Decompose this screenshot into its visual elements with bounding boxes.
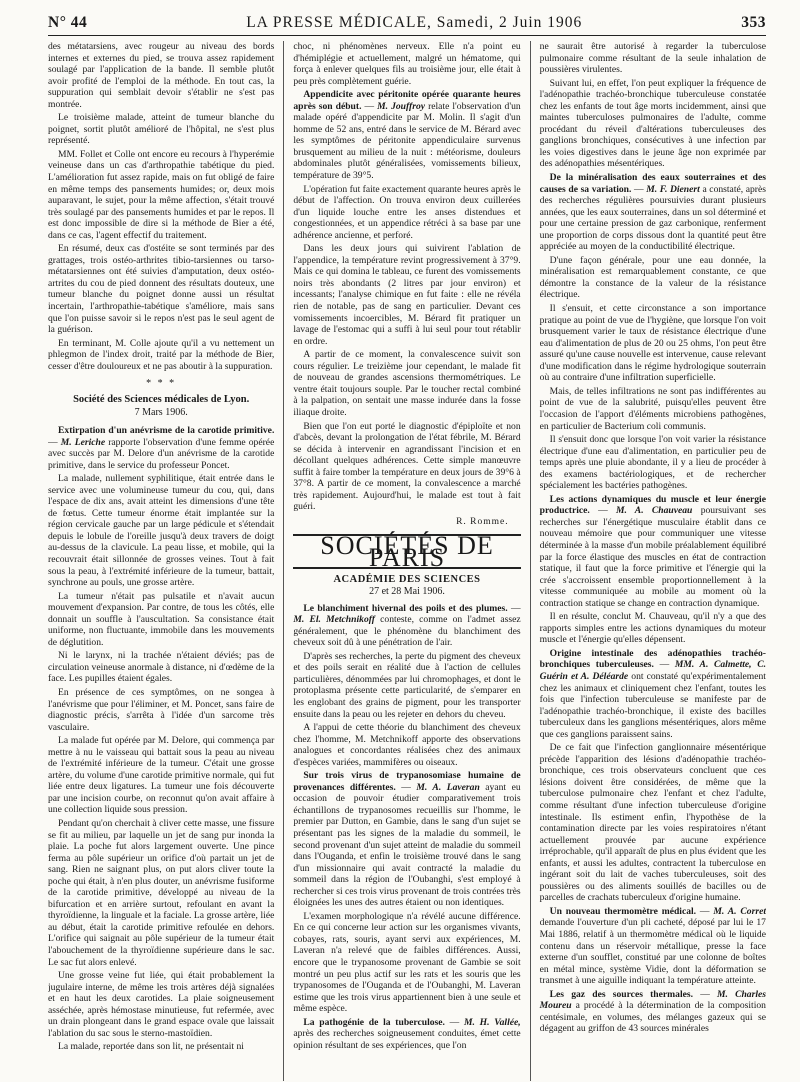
paragraph-text: conteste, comme on l'admet assez généralement, que le phénomène du blanchiment des cheveux soit dû à une pénétration de l'air. [293, 614, 521, 649]
paragraph-text: ont constaté qu'expérimentalement chez les animaux et cliniquement chez l'enfant, toutes les fois que l'infection tuberculeuse se manifeste par de l'adénopathie trachéo-bronchique, il existe des bacilles tuberculeux dans les ganglions mésentériques, alors même que ces ganglions paraissent sains. [539, 670, 766, 740]
author-name: M. Charles Moureu [539, 988, 766, 1012]
paragraph: De ce fait que l'infection ganglionnaire mésentérique précède l'apparition des lésions d'adénopathie trachéo-bronchique, ces trois observateurs concluent que ces lésions doivent être considérées, de même que la tuberculose pulmonaire chez l'enfant et chez l'adulte, comme résultant d'une infection tuberculeuse d'origine intestinale. Ils estiment enfin, l'hypothèse de la contamination directe par les voies respiratoires n'étant actuellement prouvée par aucune expérience irréprochable, qu'il apparaît de plus en plus évident que les enfants, et aussi les adultes, contractent la tuberculose en ingérant soit du lait de vaches tuberculeuses, soit des poussières ou des aliments souillés de bacilles ou de parcelles de crachats tuberculeux d'origine humaine. [539, 742, 766, 904]
article-heading: De la minéralisation des eaux souterraines et des causes de sa variation. [539, 172, 766, 195]
society-heading: Société des Sciences médicales de Lyon. [73, 393, 250, 405]
author-name: M. A. Laveran [416, 781, 480, 793]
academy-date: 27 et 28 Mai 1906. [369, 586, 445, 598]
paragraph: En terminant, M. Colle ajoute qu'il a vu nettement un phlegmon de l'index droit, traité par la méthode de Bier, cesser d'être douloureux et ne pas aboutir à la suppuration. [48, 337, 275, 372]
paragraph: L'opération fut faite exactement quarante heures après le début de l'affection. On trouva environ deux cuillerées d'un liquide louche entre les anses distendues et congestionnées, et un appendice rétréci à sa base par une adhérence ancienne, et perforé. [293, 183, 521, 241]
paragraph: Il s'ensuit, et cette circonstance a son importance pratique au point de vue de l'hygiène, que lorsque l'on voit brusquement varier le taux de résistance électrique d'une eau d'alimentation de plus de 20 ou 25 ohms, l'on peut être assuré qu'une cause nouvelle est intervenue, cause relevant d'une modification dans le régime hydrologique souterrain où au contraire d'une infiltration superficielle. [539, 303, 766, 384]
paragraph: D'après ses recherches, la perte du pigment des cheveux et des poils serait en réalité due à l'action de cellules particulières, dénommées par lui chromophages, et dont le protoplasma présente cette particularité, de s'emparer en les englobant des grains de pigment, pour les transporter ensuite dans la peau ou les rejeter en dehors du cheveu. [293, 650, 521, 720]
paragraph: Il s'ensuit donc que lorsque l'on voit varier la résistance électrique d'une eau d'alimentation, en particulier peu de temps après une pluie abondante, il y a lieu de procéder à des examens bactériologiques, et de rechercher spécialement les bactéries pathogènes. [539, 434, 766, 492]
paragraph: Suivant lui, en effet, l'on peut expliquer la fréquence de l'adénopathie trachéo-bronchique tuberculeuse constatée chez les enfants de tout âge morts incidemment, ainsi que maintes tuberculoses pulmonaires de l'adulte, comme procédant du réveil d'altérations tuberculeuses des ganglions bronchiques, consécutives à une infection par les voies digestives dans le jeune âge non exprimée par des adénopathies mésentériques. [539, 77, 766, 170]
paragraph-text: rapporte l'observation d'une femme opérée avec succès par M. Delore d'un anévrisme de la carotide primitive, dans le service du professeur Poncet. [48, 436, 275, 471]
article-paragraph: Les gaz des sources thermales. — M. Charles Moureu a procédé à la détermination de la composition centésimale, en volumes, des mélanges gazeux qui se dégagent au griffon de 43 sources minérales [539, 988, 766, 1035]
article-paragraph: La pathogénie de la tuberculose. — M. H. Vallée, après des recherches soigneusement conduites, émet cette opinion résultant de ses expériences, que l'on [293, 1016, 521, 1051]
paragraph-text: a constaté, après des recherches régulières poursuivies durant plusieurs années, que les eaux souterraines, dans un sol déterminé et pour une certaine pression de gaz carbonique, renferment une proportion de corps dissous dont la quantité peut être appréciée au moyen de la conductibilité électrique. [539, 183, 766, 253]
paragraph: Une grosse veine fut liée, qui était probablement la jugulaire interne, de même les trois artères déjà signalées et en haut les deux carotides. La plaie soigneusement asséchée, après hémostase minutieuse, fut refermée, avec un drain plongeant dans le grand espace ovale que laissait l'ablation du sac sous le sterno-mastoïdien. [48, 970, 275, 1039]
paragraph: A partir de ce moment, la convalescence suivit son cours régulier. Le treizième jour cependant, le malade fit de nouveau de grandes ascensions thermométriques. Le ventre était toujours souple. Par le toucher rectal combiné à la palpation, on sentait une masse indurée dans la fosse iliaque droite. [293, 349, 521, 418]
paragraph: Dans les deux jours qui suivirent l'ablation de l'appendice, la température revint progressivement à 37°9. Mais ce qui domina le tableau, ce furent des vomissements noirs très abondants (2 litres par jour environ) et incessants; l'analyse chimique en fut faite : elle ne révéla rien de notable, pas de sang en particulier. Devant ces vomissements incoercibles, M. Bérard fit pratiquer un lavage de l'estomac qui a suffi à lui seul pour tout rétablir en ordre. [293, 243, 521, 347]
article-heading: Les actions dynamiques du muscle et leur énergie productrice. [539, 493, 766, 517]
issue-number: N° 44 [48, 14, 88, 31]
paragraph: choc, ni phénomènes nerveux. Elle n'a point eu d'hémiplégie et actuellement, malgré un hématome, qui força à enlever quelques fils au troisième jour, elle était à peu près complètement guérie. [293, 41, 521, 87]
article-paragraph: Un nouveau thermomètre médical. — M. A. Corret demande l'ouverture d'un pli cacheté, déposé par lui le 17 Mai 1886, relatif à un thermomètre médical où le liquide contenu dans un réservoir métallique, presse la face externe d'un soufflet, constitué par une colonne de boîtes en métal mince, système Vidie, dont la déformation se transmet à une aiguille indiquant la température atteinte. [539, 905, 766, 987]
paragraph: La malade, nullement syphilitique, était entrée dans le service avec une volumineuse tumeur du cou, qui, dans l'espace de dix ans, avait atteint les dimensions d'une tête de fœtus. Cette tumeur énorme était implantée sur la région cervicale gauche par un large pédicule et s'étendait depuis le lobule de l'oreille jusqu'à deux travers de doigt au-dessus de la clavicule. La peau lisse, et mobile, qui la recouvrait était sillonnée de grosses veines. Tout à fait sous la peau, à l'extrémité inférieure de la tumeur, battait, synchrone au pouls, une grosse artère. [48, 473, 275, 589]
paragraph-text: après des recherches soigneusement conduites, émet cette opinion résultant de ses expériences, que l'on [293, 1028, 521, 1051]
academy-heading: ACADÉMIE DES SCIENCES [333, 573, 481, 585]
paragraph: En présence de ces symptômes, on ne songea à l'anévrisme que pour l'éliminer, et M. Poncet, sans faire de diagnostic précis, s'arrêta à l'idée d'un sarcome très vasculaire. [48, 686, 275, 733]
paragraph: Il en résulte, conclut M. Chauveau, qu'il n'y a que des rapports simples entre les actions dynamiques du moteur muscle et l'énergie qu'elles dépensent. [539, 611, 766, 646]
paragraph-text: demande l'ouverture d'un pli cacheté, déposé par lui le 17 Mai 1886, relatif à un thermomètre médical où le liquide contenu dans un réservoir métallique, presse la face externe d'un soufflet, constitué par une colonne de boîtes en métal mince, système Vidie, dont la déformation se transmet à une aiguille indiquant la température atteinte. [539, 917, 766, 987]
author-name: M. H. Vallée, [464, 1016, 521, 1028]
journal-title: LA PRESSE MÉDICALE, Samedi, 2 Juin 1906 [246, 14, 583, 31]
author-name: M. F. Dienert [646, 183, 700, 195]
paragraph: La malade, reportée dans son lit, ne présentait ni [58, 1041, 244, 1053]
author-name: M. El. Metchnikoff [293, 614, 375, 626]
article-paragraph: Appendicite avec péritonite opérée quarante heures après son début. — M. Jouffroy relate l'observation d'un malade opéré d'appendicite par M. Molin. Il s'agit d'un homme de 52 ans, entré dans le service de M. Bérard avec les symptômes de péritonite appendiculaire survenus brusquement au milieu de la nuit : météorisme, douleurs abdominales plutôt généralisées, vomissements bilieux, température de 39°5. [293, 89, 521, 182]
signature: R. Romme. [456, 516, 509, 527]
article-heading: Un nouveau thermomètre médical. [549, 905, 697, 917]
paragraph: L'examen morphologique n'a révélé aucune différence. En ce qui concerne leur action sur les organismes vivants, cobayes, rats, souris, ayant servi aux expériences, M. Laveran n'a relevé que de faibles différences. Aussi, encore que le trypanosome provenant de Gambie se soit montré un peu plus actif sur les rats et les souris que les trypanosomes de l'Ouganda et de l'Oubanghi, M. Laveran estime que les trois virus appartiennent bien à une seule et même espèce. [293, 910, 521, 1015]
society-date: 7 Mars 1906. [134, 407, 188, 419]
article-heading: Origine intestinale des adénopathies trachéo-bronchiques tuberculeuses. [539, 647, 766, 671]
author-name: M. Jouffroy [377, 100, 426, 112]
paragraph: D'une façon générale, pour une eau donnée, la minéralisation est remarquablement constante, ce que démontre la constance de la valeur de la résistance électrique. [539, 254, 766, 301]
paragraph: A l'appui de cette théorie du blanchiment des cheveux chez l'homme, M. Metchnikoff apporte des observations analogues et concordantes réalisées chez des animaux d'espèces variées, mammifères ou oiseaux. [293, 722, 521, 768]
paragraph: Pendant qu'on cherchait à cliver cette masse, une fissure se fit au milieu, par laquelle un jet de sang pur inonda la plaie. La poche fut alors largement ouverte. Une pince ferma au pôle supérieur un orifice d'où partait un jet de sang. Rien ne saignant plus, on put alors cliver toute la poche qui était, à n'en plus douter, un anévrisme fusiforme de la carotide primitive, développé au niveau de la bifurcation et en arrière surtout, refoulant en avant la thyroïdienne, la linguale et la faciale. La grosse artère, liée au début, était la carotide primitive refoulée en dehors. L'orifice qui saignait au pôle supérieur de la tumeur était l'abouchement de la thyroïdienne supérieure dans le sac. Le sac fut alors enlevé. [48, 818, 275, 968]
column-2 [283, 41, 529, 1081]
paragraph: des métatarsiens, avec rougeur au niveau des bords internes et externes du pied, se trouva assez rapidement soulagé par l'application de la bande. Il semble plutôt avoir profité de l'emploi de la méthode. En tout cas, la suppuration qui semblait devoir s'établir ne s'est pas montrée. [48, 41, 275, 110]
article-heading: Extirpation d'un anévrisme de la carotide primitive. [58, 424, 275, 436]
article-heading: Sur trois virus de trypanosomiase humaine de provenances différentes. [293, 770, 521, 793]
paragraph: MM. Follet et Colle ont encore eu recours à l'hyperémie veineuse dans un cas d'arthropathie tabétique du pied. L'amélioration fut assez rapide, mais on fut obligé de faire en même temps des pansements humides; or, deux mois auparavant, le sujet, pour la même affection, s'était trouvé très soulagé par des pansements humides et par le repos. Il est donc impossible de dire si la méthode de Bier a été, dans ce cas, l'agent effectif du traitement. [48, 148, 275, 241]
column-1 [48, 41, 283, 1081]
section-title: SOCIÉTÉS DE PARIS [293, 534, 520, 568]
section-separator: * * * [146, 378, 177, 390]
article-heading: Les gaz des sources thermales. [549, 988, 694, 1000]
paragraph-text: relate l'observation d'un malade opéré d'appendicite par M. Molin. Il s'agit d'un homme de 52 ans, entré dans le service de M. Bérard avec les symptômes de péritonite appendiculaire survenus brusquement au milieu de la nuit : météorisme, douleurs abdominales plutôt généralisées, vomissements bilieux, température de 39°5. [293, 100, 521, 182]
paragraph-text: poursuivant ses recherches sur l'énergétique musculaire établit dans ce nouveau mémoire que pour communiquer une vitesse déterminée à la masse d'un mobile préalablement équilibré par la force élastique des muscles en état de contraction statique, il faut que la force primitive et l'énergie qui la crée s'accroissent ensemble proportionnellement à la vitesse communiquée au mobile au moment où la contraction statique se change en contraction dynamique. [539, 505, 766, 609]
paragraph-text: a procédé à la détermination de la composition centésimale, en volumes, des mélanges gazeux qui se dégagent au griffon de 43 sources minérales [539, 1000, 766, 1035]
article-paragraph: De la minéralisation des eaux souterraines et des causes de sa variation. — M. F. Dienert a constaté, après des recherches régulières poursuivies durant plusieurs années, que les eaux souterraines, dans un sol déterminé et pour une certaine pression de gaz carbonique, renferment une proportion de corps dissous dont la quantité peut être appréciée au moyen de la conductibilité électrique. [539, 172, 766, 253]
author-name: M. A. Chauveau [615, 505, 693, 517]
article-heading: Le blanchiment hivernal des poils et des plumes. [303, 602, 508, 614]
article-heading: La pathogénie de la tuberculose. [303, 1016, 445, 1028]
author-name: MM. A. Calmette, C. Guérin et A. Déléarde [539, 659, 766, 682]
column-3 [530, 41, 766, 1081]
paragraph: Bien que l'on eut porté le diagnostic d'épiploïte et non d'abcès, devant la prolongation de l'état fébrile, M. Bérard se décida à intervenir en agrandissant l'incision et en décollant quelques adhérences. Cette simple manœuvre suffit à faire tomber la température en deux jours de 39°6 à 37°8. A partir de ce moment, la convalescence a marché très rapidement. Aujourd'hui, le malade est tout à fait guéri. [293, 420, 521, 513]
page-header [48, 14, 766, 36]
paragraph: ne saurait être autorisé à regarder la tuberculose pulmonaire comme résultant de la seule inhalation de poussières virulentes. [539, 41, 766, 76]
paragraph-text: ayant eu occasion de pouvoir étudier comparativement trois échantillons de trypanosomes recueillis sur l'homme, le premier par Dutton, en Gambie, dans le sang d'un sujet se présentant pas les signes de la maladie du sommeil, le second provenant d'un sujet atteint de maladie du sommeil dans l'Ouganda, et enfin le troisième trouvé dans le sang d'un missionnaire qui avait contracté la maladie du sommeil dans la région de l'Oubanghi, s'est employé à rechercher si ces trois virus provenant de trois contrées très éloignées les unes des autres étaient ou non identiques. [293, 781, 521, 909]
article-paragraph: Origine intestinale des adénopathies trachéo-bronchiques tuberculeuses. — MM. A. Calmette, C. Guérin et A. Déléarde ont constaté qu'expérimentalement chez les animaux et cliniquement chez l'enfant, toutes les fois que l'infection tuberculeuse se manifeste par de l'adénopathie trachéo-bronchique, il existe des bacilles tuberculeux dans les ganglions mésentériques, alors même que ces ganglions paraissent sains. [539, 647, 766, 740]
article-paragraph: Les actions dynamiques du muscle et leur énergie productrice. — M. A. Chauveau poursuivant ses recherches sur l'énergétique musculaire établit dans ce nouveau mémoire que pour communiquer une vitesse déterminée à la masse d'un mobile préalablement équilibré par la force élastique des muscles en état de contraction statique, il faut que la force primitive et l'énergie qui la crée s'accroissent ensemble proportionnellement à la vitesse communiquée au mobile au moment où la contraction statique se change en contraction dynamique. [539, 493, 766, 609]
paragraph: En résumé, deux cas d'ostéite se sont terminés par des grattages, trois ostéo-arthrites tibio-tarsiennes ou tarso-métatarsiennes ont été suivies d'amputation, deux ostéo-artrites du cou de pied donnent des résultats douteux, une tumeur blanche du poignet donne aussi un résultat incertain, l'arthropathie-tabétique s'améliore, mais sans que l'on puisse savoir si le repos n'est pas le seul agent de la guérison. [48, 243, 275, 336]
paragraph: Le troisième malade, atteint de tumeur blanche du poignet, sortit plutôt amélioré de l'hôpital, ne s'est plus représenté. [48, 112, 275, 147]
article-paragraph: Le blanchiment hivernal des poils et des plumes. — M. El. Metchnikoff conteste, comme on l'admet assez généralement, que le phénomène du blanchiment des cheveux soit dû à une pénétration de l'air. [293, 602, 521, 649]
paragraph: La malade fut opérée par M. Delore, qui commença par mettre à nu le vaisseau qui battait sous la peau au niveau de l'extrémité inférieure de la tumeur. C'était une grosse artère, du volume d'une carotide primitive normale, qui fut liée entre deux ligatures. La tumeur une fois découverte par une incision courbe, on reconnut qu'on avait affaire à une collection liquide sous pression. [48, 735, 275, 816]
article-paragraph: Extirpation d'un anévrisme de la carotide primitive. — M. Leriche rapporte l'observation d'une femme opérée avec succès par M. Delore d'un anévrisme de la carotide primitive, dans le service du professeur Poncet. [48, 424, 275, 471]
author-name: M. A. Corret [713, 905, 766, 917]
article-paragraph: Sur trois virus de trypanosomiase humaine de provenances différentes. — M. A. Laveran ayant eu occasion de pouvoir étudier comparativement trois échantillons de trypanosomes recueillis sur l'homme, le premier par Dutton, en Gambie, dans le sang d'un sujet se présentant pas les signes de la maladie du sommeil, le second provenant d'un sujet atteint de maladie du sommeil dans l'Ouganda, et enfin le troisième trouvé dans le sang d'un missionnaire qui avait contracté la maladie du sommeil dans la région de l'Oubanghi, s'est employé à rechercher si ces trois virus provenant de trois contrées très éloignées les unes des autres étaient ou non identiques. [293, 770, 521, 909]
columns [48, 41, 766, 1081]
author-name: M. Leriche [60, 436, 106, 448]
paragraph: Ni le larynx, ni la trachée n'étaient déviés; pas de circulation veineuse anormale à distance, ni d'œdème de la face. Les pupilles étaient égales. [48, 650, 275, 685]
paragraph: Mais, de telles infiltrations ne sont pas indifférentes au point de vue de la salubrité, puisqu'elles peuvent être l'occasion de l'apport d'éléments microbiens pathogènes, en particulier de Bacterium coli communis. [539, 385, 766, 432]
page-number: 353 [741, 14, 766, 31]
article-heading: Appendicite avec péritonite opérée quarante heures après son début. [293, 89, 521, 112]
paragraph: La tumeur n'était pas pulsatile et n'avait aucun mouvement d'expansion. Par contre, de tous les côtés, elle donnait un souffle à l'auscultation. Sa consistance était uniforme, non fluctuante, immobile dans les mouvements de déglutition. [48, 590, 275, 648]
